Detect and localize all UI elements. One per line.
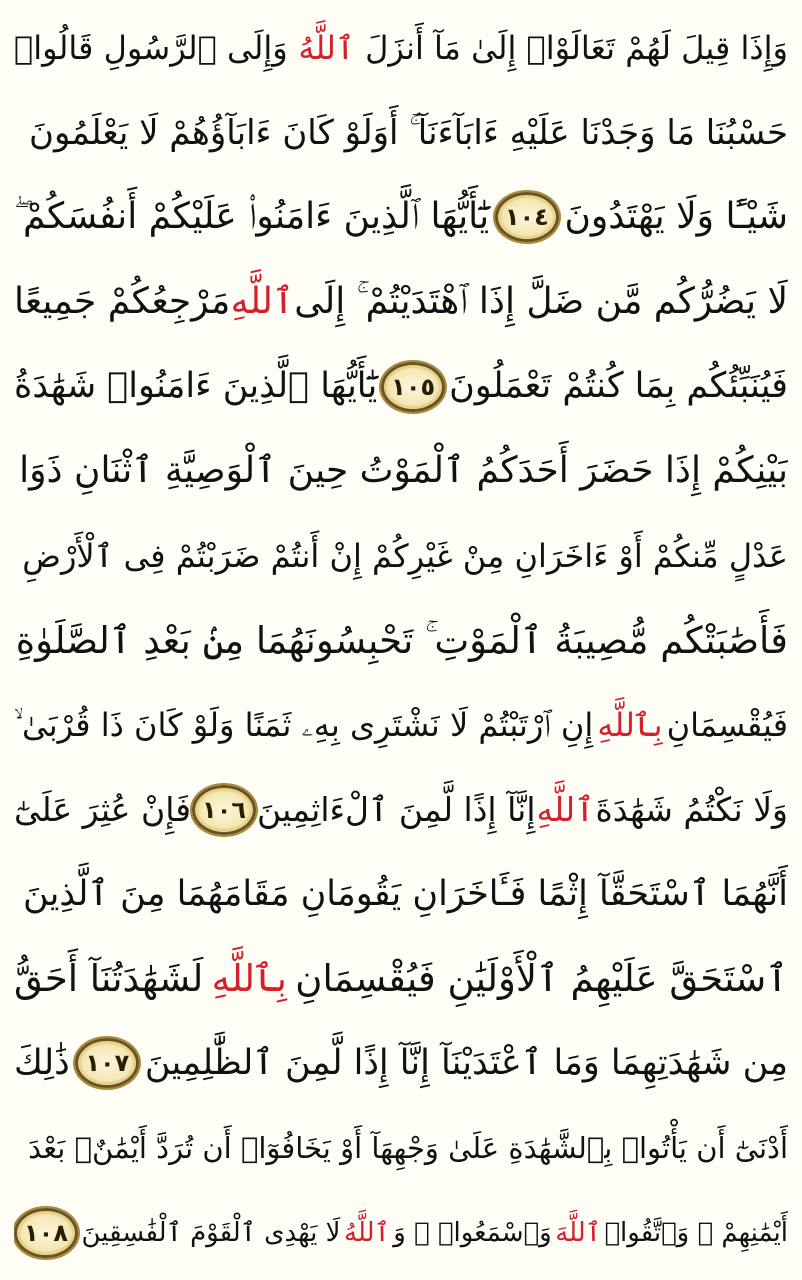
text-line [14, 175, 788, 260]
text-line [14, 514, 788, 599]
text-line [14, 937, 788, 1022]
verse-text-segment: عَدْلٍ مِّنكُمْ أَوْ ءَاخَرَانِ مِنْ غَيْرِكُمْ إِنْ أَنتُمْ ضَرَبْتُمْ فِى ٱلْأَرْضِ [22, 536, 788, 575]
ayah-number-marker: ١٠٥ [381, 362, 445, 412]
verse-text-segment: ٱسْتَحَقَّ عَلَيْهِمُ ٱلْأَوْلَيَٰنِ فَيُقْسِمَانِ [295, 957, 788, 1001]
verse-text-segment: لَا يَهْدِى ٱلْقَوْمَ ٱلْفَٰسِقِينَ [81, 1217, 341, 1248]
verse-text-segment: وَإِلَى ٱلرَّسُولِ قَالُوا۟ [14, 29, 288, 68]
ayah-number-marker: ١٠٨ [14, 1208, 78, 1258]
verse-text-segment: بَيْنِكُمْ إِذَا حَضَرَ أَحَدَكُمُ ٱلْمَوْتُ حِينَ ٱلْوَصِيَّةِ ٱثْنَانِ ذَوَا [19, 450, 788, 492]
verse-text-segment: وَإِذَا قِيلَ لَهُمْ تَعَالَوْا۟ إِلَىٰ مَآ أَنزَلَ [365, 29, 788, 68]
verse-text-segment: فَأَصَٰبَتْكُم مُّصِيبَةُ ٱلْمَوْتِ ۚ تَحْبِسُونَهُمَا مِنۢ بَعْدِ ٱلصَّلَوٰةِ [15, 618, 788, 662]
verse-text-segment: شَيْـًٔا وَلَا يَهْتَدُونَ [564, 196, 788, 238]
divine-name-word: بِٱللَّهِ [597, 706, 663, 745]
text-line [14, 1106, 788, 1191]
text-line [14, 1190, 788, 1275]
verse-text-segment: فَيُنَبِّئُكُم بِمَا كُنتُمْ تَعْمَلُونَ [449, 366, 788, 407]
ayah-number-marker: ١٠٦ [192, 785, 256, 835]
text-line [14, 344, 788, 429]
verse-text-segment: ذَٰلِكَ [14, 1042, 70, 1083]
divine-name-word: ٱللَّهَ [555, 1217, 601, 1248]
verse-text-segment: حَسْبُنَا مَا وَجَدْنَا عَلَيْهِ ءَابَآءَنَآ ۚ أَوَلَوْ كَانَ ءَابَآؤُهُمْ لَا يَعْلَمُونَ [28, 112, 788, 153]
text-line [14, 429, 788, 514]
text-line [14, 852, 788, 937]
verse-text-segment: يَٰٓأَيُّهَا ٱلَّذِينَ ءَامَنُوا۟ عَلَيْكُمْ أَنفُسَكُمْ ۖ [14, 196, 490, 238]
text-line [14, 1021, 788, 1106]
divine-name-word: ٱللَّهِ [230, 281, 294, 323]
ayah-number-marker: ١٠٧ [75, 1038, 139, 1088]
text-line [14, 767, 788, 852]
ayah-number-marker: ١٠٤ [495, 192, 559, 242]
verse-text-segment: أَيْمَٰنِهِمْ ۗ وَٱتَّقُوا۟ [604, 1217, 788, 1248]
verse-text-segment: أَنَّهُمَا ٱسْتَحَقَّآ إِثْمًا فَـَٔاخَرَانِ يَقُومَانِ مَقَامَهُمَا مِنَ ٱلَّذِينَ [23, 873, 788, 914]
verse-text-segment: فَيُقْسِمَانِ [666, 706, 788, 745]
verse-text-segment: فَإِنْ عُثِرَ عَلَىٰٓ [14, 790, 192, 830]
verse-text-segment: وَٱسْمَعُوا۟ ۗ وَ [393, 1217, 552, 1248]
verse-text-segment: وَلَا نَكْتُمُ شَهَٰدَةَ [595, 790, 788, 830]
quran-text-block [14, 6, 788, 1275]
verse-text-segment: مِن شَهَٰدَتِهِمَا وَمَا ٱعْتَدَيْنَآ إِنَّآ إِذًا لَّمِنَ ٱلظَّٰلِمِينَ [144, 1042, 788, 1083]
divine-name-word: ٱللَّهُ [298, 29, 355, 68]
verse-text-segment: يَٰٓأَيُّهَا ٱلَّذِينَ ءَامَنُوا۟ شَهَٰدَةُ [14, 366, 378, 407]
verse-text-segment: مَرْجِعُكُمْ جَمِيعًا [14, 281, 231, 323]
divine-name-word: ٱللَّهُ [344, 1217, 390, 1248]
verse-text-segment: لَشَهَٰدَتُنَآ أَحَقُّ [14, 957, 204, 1001]
text-line [14, 91, 788, 176]
verse-text-segment: أَدْنَىٰٓ أَن يَأْتُوا۟ بِٱلشَّهَٰدَةِ عَلَىٰ وَجْهِهَآ أَوْ يَخَافُوٓا۟ أَن تُرَدَّ أَيْمَٰنٌۢ بَعْدَ [28, 1130, 788, 1165]
text-line [14, 683, 788, 768]
divine-name-word: بِٱللَّهِ [211, 957, 287, 1001]
text-line [14, 598, 788, 683]
text-line [14, 6, 788, 91]
divine-name-word: ٱللَّهِ [536, 790, 595, 830]
verse-text-segment: إِنِ ٱرْتَبْتُمْ لَا نَشْتَرِى بِهِۦ ثَمَنًا وَلَوْ كَانَ ذَا قُرْبَىٰ ۙ [14, 706, 594, 745]
text-line [14, 260, 788, 345]
verse-text-segment: لَا يَضُرُّكُم مَّن ضَلَّ إِذَا ٱهْتَدَيْتُمْ ۚ إِلَى [294, 281, 788, 323]
verse-text-segment: إِنَّآ إِذًا لَّمِنَ ٱلْءَاثِمِينَ [256, 790, 536, 830]
